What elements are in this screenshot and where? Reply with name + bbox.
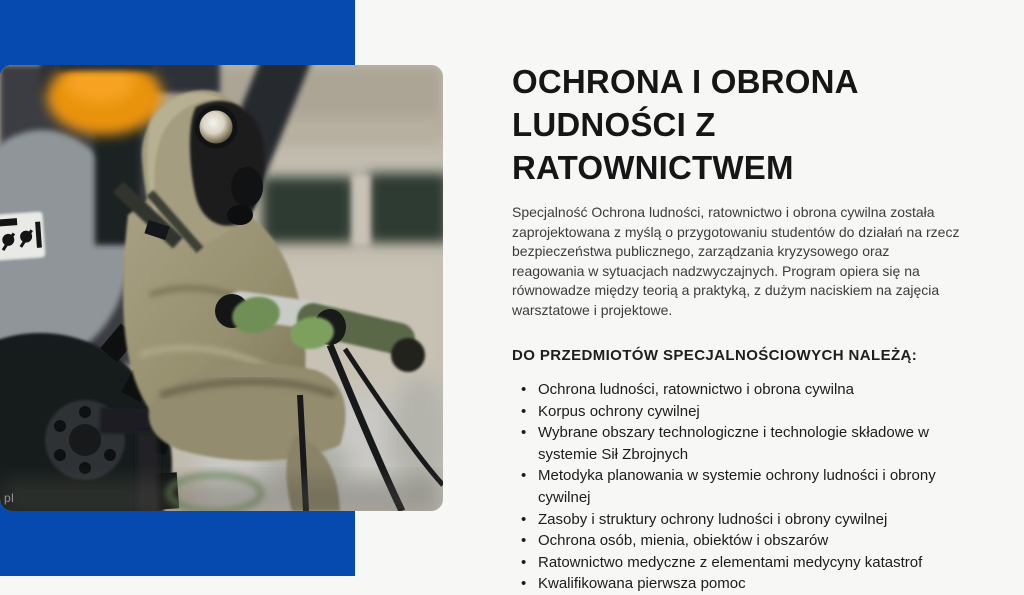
title-line-1: OCHRONA I OBRONA	[512, 63, 859, 100]
subjects-heading: DO PRZEDMIOTÓW SPECJALNOŚCIOWYCH NALEŻĄ:	[512, 347, 918, 364]
subject-item: • Ochrona osób, mienia, obiektów i obszarów	[512, 530, 948, 552]
program-description: Specjalność Ochrona ludności, ratownictwo i obrona cywilna została zaprojektowana z myślą o przygotowaniu studentów do działań na rzecz bezpieczeństwa publicznego, zarządzania kryzysowego oraz reagowania w sytuacjach nadzwyczajnych. Program opiera się na równowadze między teorią a praktyką, z dużym naciskiem na zajęcia warsztatowe i projektowe.	[512, 204, 960, 318]
subject-item: • Zasoby i struktury ochrony ludności i obrony cywilnej	[512, 509, 948, 531]
vehicle-sign	[0, 211, 46, 261]
photo-illustration	[0, 65, 443, 511]
title-line-2: LUDNOŚCI Z	[512, 106, 716, 143]
subject-item: • Kwalifikowana pierwsza pomoc	[512, 573, 948, 595]
ground-shadow	[0, 479, 443, 511]
subject-item: • Ochrona ludności, ratownictwo i obrona cywilna	[512, 379, 948, 401]
title-line-3: RATOWNICTWEM	[512, 149, 794, 186]
subject-item: • Ratownictwo medyczne z elementami medycyny katastrof	[512, 552, 948, 574]
subject-item: • Wybrane obszary technologiczne i technologie składowe w systemie Sił Zbrojnych	[512, 422, 948, 465]
page-title	[512, 60, 964, 189]
photo-hazmat-soldier	[0, 65, 443, 511]
subjects-list	[512, 379, 948, 595]
subject-item: • Korpus ochrony cywilnej	[512, 401, 948, 423]
photo-watermark: pl	[4, 491, 15, 505]
subject-item: • Metodyka planowania w systemie ochrony ludności i obrony cywilnej	[512, 465, 948, 508]
gas-mask	[190, 101, 264, 226]
content-column	[512, 60, 964, 595]
